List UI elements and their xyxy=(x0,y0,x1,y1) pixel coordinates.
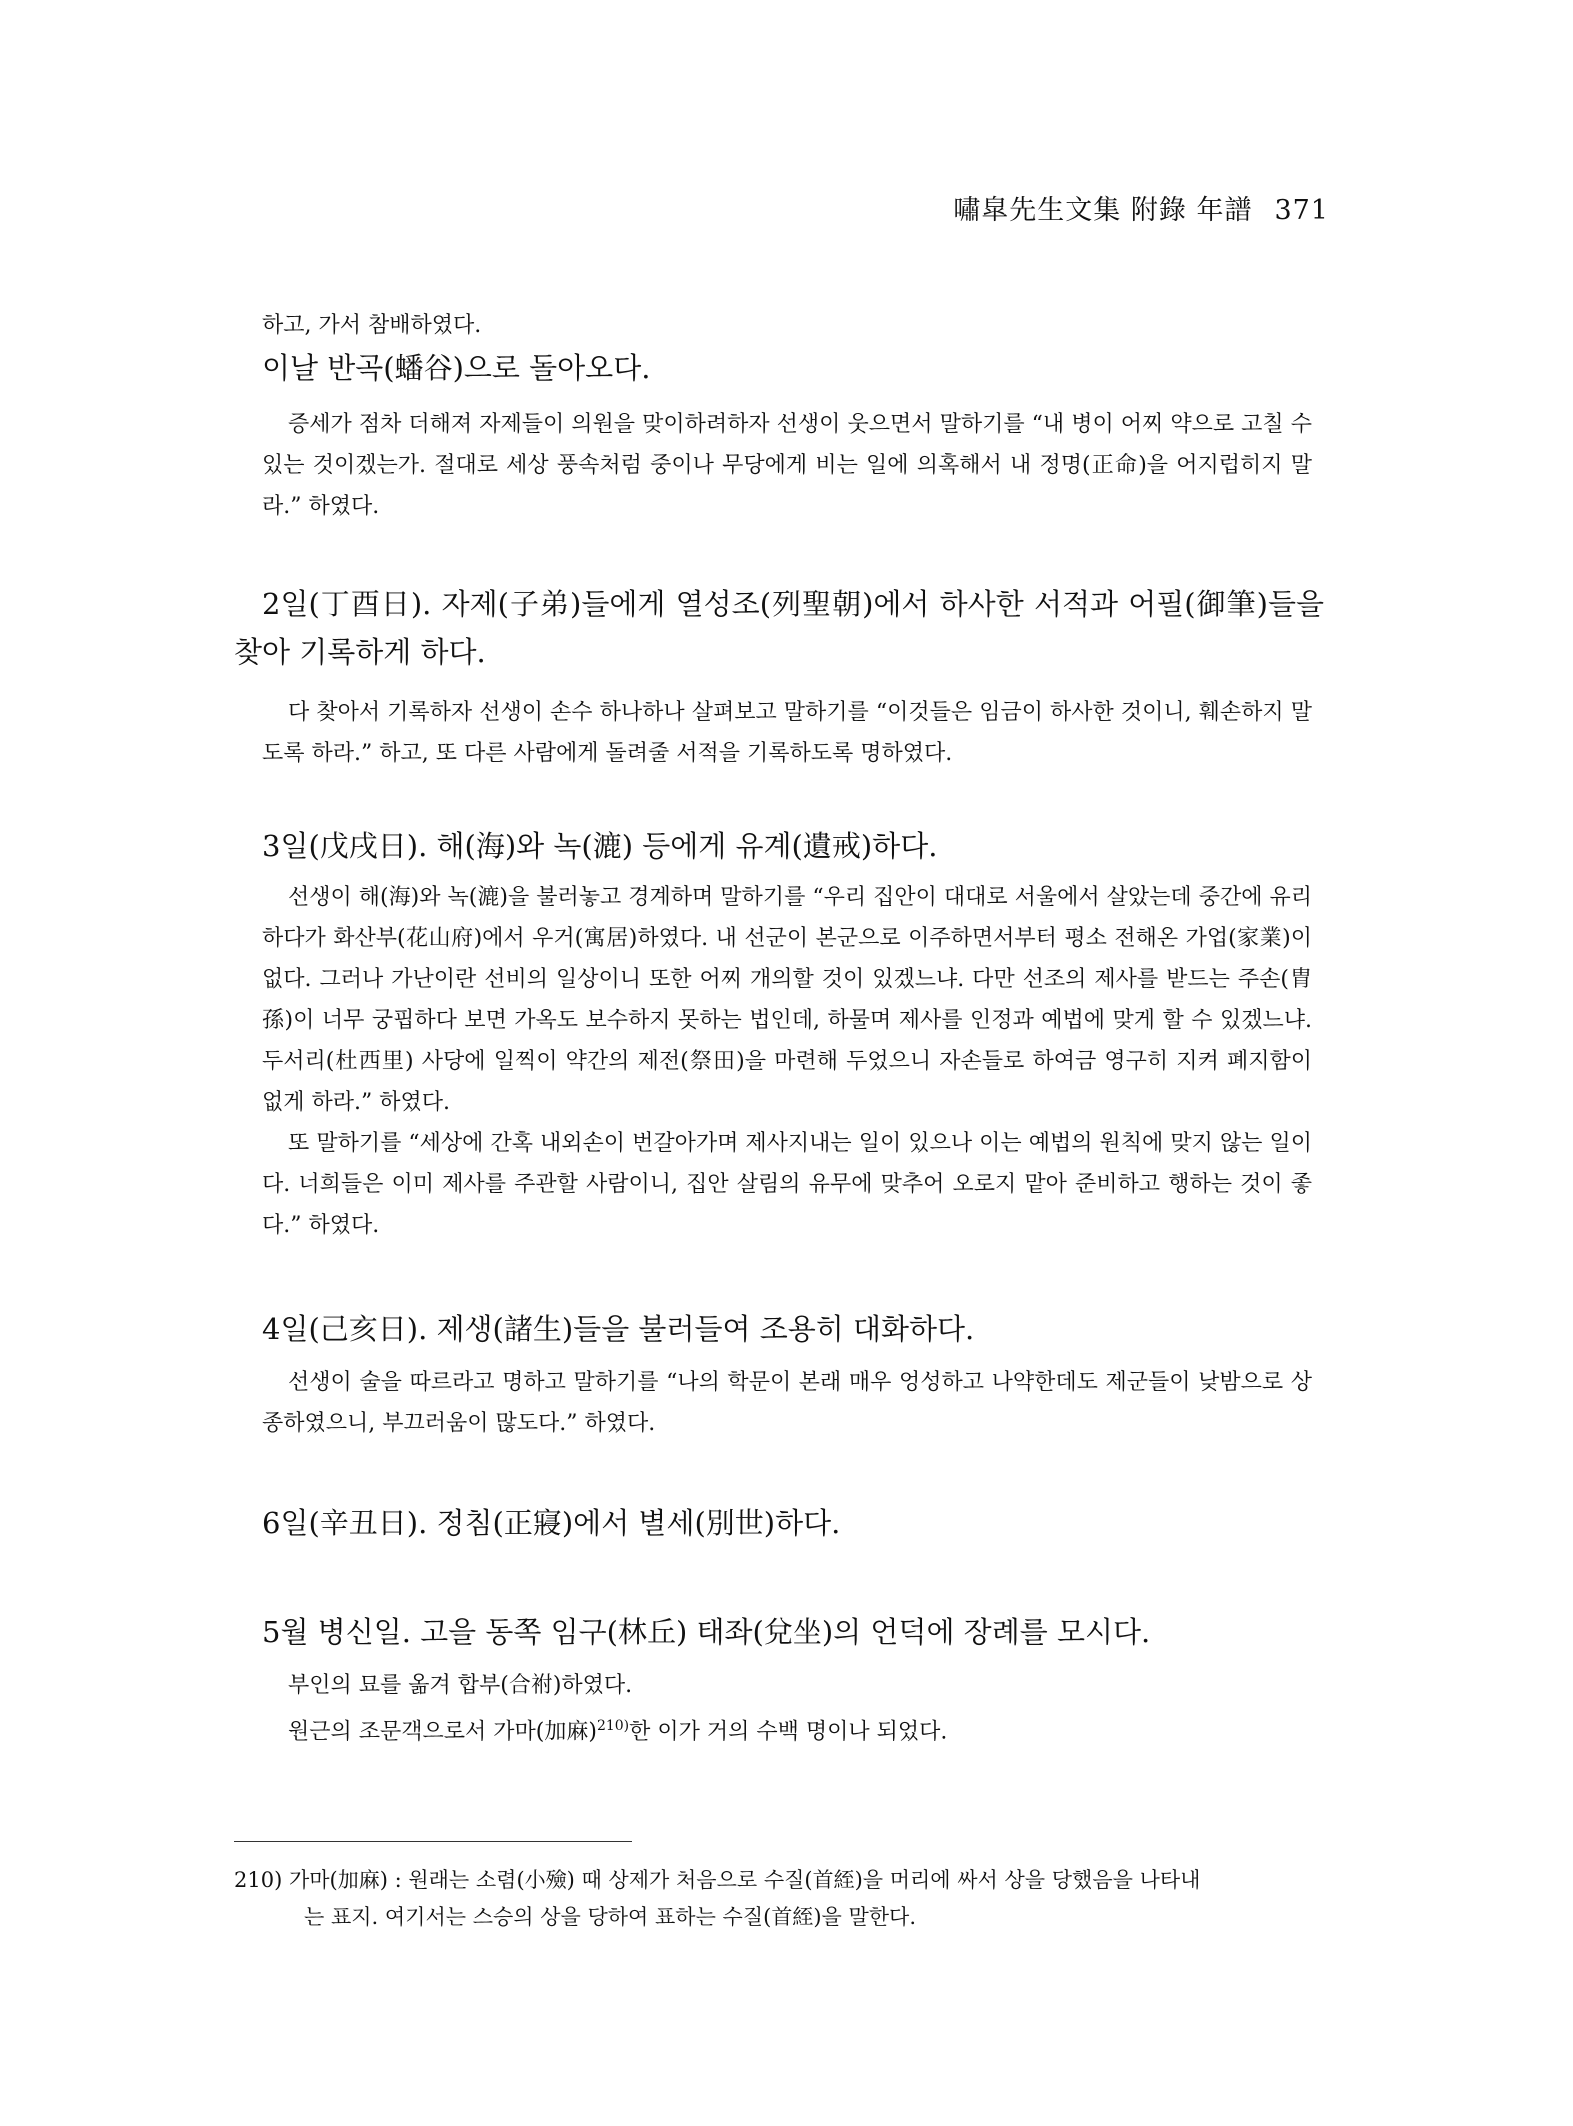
paragraph-6 xyxy=(262,1665,1312,1752)
footnote-line-2: 는 표지. 여기서는 스승의 상을 당하여 표하는 수질(首絰)을 말한다. xyxy=(304,1905,917,1929)
paragraph-6a: 부인의 묘를 옮겨 합부(合祔)하였다. xyxy=(288,1673,633,1698)
footnote-210 xyxy=(234,1862,1344,1936)
page-number: 371 xyxy=(1274,195,1329,226)
paragraph-2: 다 찾아서 기록하자 선생이 손수 하나하나 살펴보고 말하기를 “이것들은 임금이 하사한 것이니, 훼손하지 말도록 하라.” 하고, 또 다른 사람에게 돌려줄 서적을 기록하도록 명하였다. xyxy=(262,700,1312,766)
section-heading-5: 6일(辛丑日). 정침(正寢)에서 별세(別世)하다. xyxy=(262,1506,841,1540)
paragraph-3a: 선생이 해(海)와 녹(漉)을 불러놓고 경계하며 말하기를 “우리 집안이 대대로 서울에서 살았는데 중간에 유리하다가 화산부(花山府)에서 우거(寓居)하였다. 내 선군이 본군으로 이주하면서부터 평소 전해온 가업(家業)이 없다. 그러나 가난이란 선비의 일상이니 또한 어찌 개의할 것이 있겠느냐. 다만 선조의 제사를 받드는 주손(胄孫)이 너무 궁핍하다 보면 가옥도 보수하지 못하는 법인데, 하물며 제사를 인정과 예법에 맞게 할 수 있겠느냐. 두서리(杜西里) 사당에 일찍이 약간의 제전(祭田)을 마련해 두었으니 자손들로 하여금 영구히 지켜 폐지함이 없게 하라.” 하였다. xyxy=(262,885,1312,1115)
section-heading-6: 5월 병신일. 고을 동쪽 임구(林丘) 태좌(兌坐)의 언덕에 장례를 모시다. xyxy=(262,1615,1151,1649)
running-head-title: 嘯皐先生文集 附錄 年譜 xyxy=(953,195,1253,226)
section-heading-3: 3일(戊戌日). 해(海)와 녹(漉) 등에게 유계(遺戒)하다. xyxy=(262,829,938,863)
paragraph-6b: 원근의 조문객으로서 가마(加麻)$^{210)}$한 이가 거의 수백 명이나 되었다. xyxy=(288,1718,948,1745)
paragraph-3 xyxy=(262,877,1312,1246)
paragraph-4: 선생이 술을 따르라고 명하고 말하기를 “나의 학문이 본래 매우 엉성하고 나약한데도 제군들이 낮밤으로 상종하였으니, 부끄러움이 많도다.” 하였다. xyxy=(262,1370,1312,1436)
section-heading-1: 이날 반곡(蟠谷)으로 돌아오다. xyxy=(262,351,651,385)
running-head xyxy=(953,188,1329,227)
footnote-divider xyxy=(234,1841,632,1842)
paragraph-3b: 또 말하기를 “세상에 간혹 내외손이 번갈아가며 제사지내는 일이 있으나 이는 예법의 원칙에 맞지 않는 일이다. 너희들은 이미 제사를 주관할 사람이니, 집안 살림의 유무에 맞추어 오로지 맡아 준비하고 행하는 것이 좋다.” 하였다. xyxy=(262,1131,1312,1238)
section-heading-2: 2일(丁酉日). 자제(子弟)들에게 열성조(列聖朝)에서 하사한 서적과 어필(御筆)들을 찾아 기록하게 하다. xyxy=(234,587,1324,669)
paragraph-1: 증세가 점차 더해져 자제들이 의원을 맞이하려하자 선생이 웃으면서 말하기를 “내 병이 어찌 약으로 고칠 수 있는 것이겠는가. 절대로 세상 풍속처럼 중이나 무당에게 비는 일에 의혹해서 내 정명(正命)을 어지럽히지 말라.” 하였다. xyxy=(262,412,1312,519)
section-heading-4: 4일(己亥日). 제생(諸生)들을 불러들여 조용히 대화하다. xyxy=(262,1312,975,1346)
opening-line: 하고, 가서 참배하였다. xyxy=(262,313,482,338)
footnote-reference[interactable]: 210) xyxy=(596,1718,630,1734)
footnote-line-1: 210) 가마(加麻) : 원래는 소렴(小殮) 때 상제가 처음으로 수질(首絰)을 머리에 싸서 상을 당했음을 나타내 xyxy=(234,1868,1201,1892)
